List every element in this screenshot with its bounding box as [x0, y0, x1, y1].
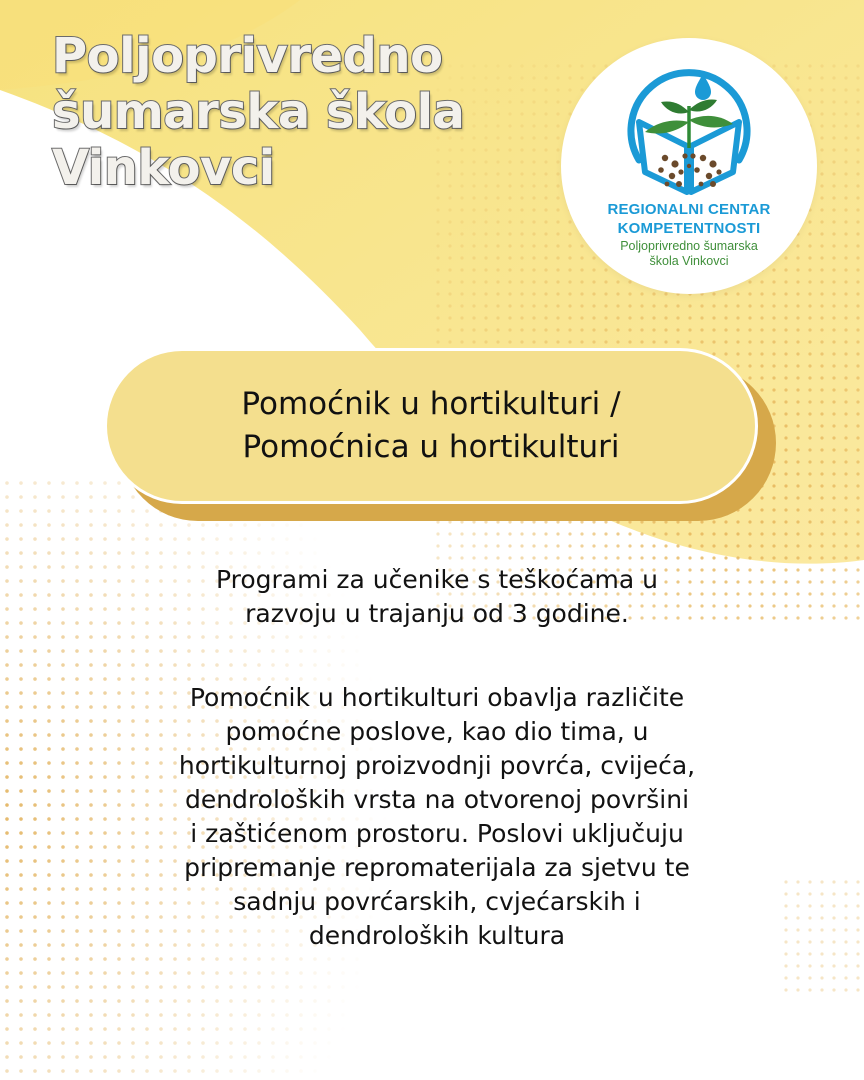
description-line5: i zaštićenom prostoru. Poslovi uključuju [190, 819, 684, 848]
school-title-line3: Vinkovci [52, 140, 275, 196]
program-title-line1: Pomoćnik u hortikulturi / [241, 386, 621, 422]
intro-line2: razvoju u trajanju od 3 godine. [245, 599, 629, 628]
logo-text-line1: REGIONALNI CENTAR [607, 201, 771, 218]
intro-line1: Programi za učenike s teškoćama u [215, 565, 659, 594]
program-title-line2: Pomoćnica u hortikulturi [242, 429, 620, 465]
school-title [52, 28, 512, 196]
description-line3: hortikulturnoj proizvodnji povrća, cvijeća, [178, 751, 696, 780]
logo-text-line3: Poljoprivredno šumarska [620, 239, 758, 253]
description-line7: sadnju povrćarskih, cvjećarskih i [233, 887, 641, 916]
program-intro-text [60, 563, 814, 631]
description-line8: dendroloških kultura [308, 921, 566, 950]
description-line4: dendroloških vrsta na otvorenoj površini [184, 785, 690, 814]
description-line2: pomoćne poslove, kao dio tima, u [225, 717, 649, 746]
description-line1: Pomoćnik u hortikulturi obavlja različite [189, 683, 685, 712]
book-plant-logo-icon [617, 60, 761, 200]
program-description-text [60, 681, 814, 953]
school-logo [561, 38, 817, 294]
logo-text-line2: KOMPETENTNOSTI [617, 220, 761, 237]
program-title-banner [104, 348, 758, 504]
school-title-line1: Poljoprivredno [52, 28, 443, 84]
description-line6: pripremanje repromaterijala za sjetvu te [184, 853, 690, 882]
school-title-line2: šumarska škola [52, 84, 465, 140]
logo-text-line4: škola Vinkovci [649, 254, 729, 268]
